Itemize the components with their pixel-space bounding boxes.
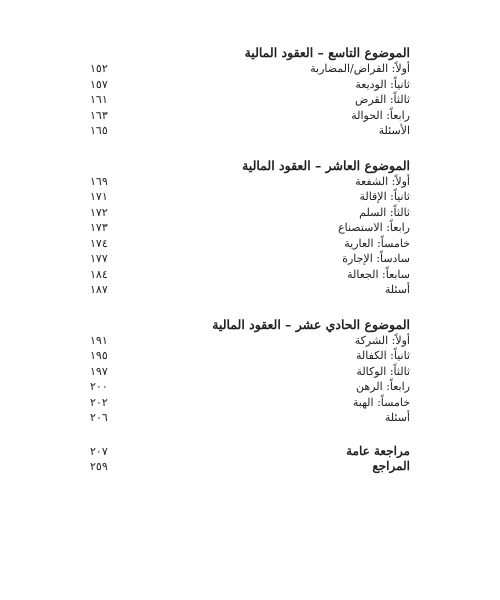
entry-page-number: ١٧٧ [90, 252, 108, 265]
entry-page-number: ٢٥٩ [90, 460, 108, 473]
entry-page-number: ١٩٧ [90, 364, 108, 378]
toc-entry [88, 205, 410, 221]
entry-page-number: ١٦٣ [90, 108, 108, 122]
toc-entry [88, 123, 410, 139]
entry-title: رابعاً: الرهن [356, 380, 410, 393]
entry-title: مراجعة عامة [346, 443, 410, 458]
toc-entry [88, 282, 410, 298]
entry-title: ثانياً: الإقالة [359, 190, 410, 203]
entry-title: ثانياً: الوديعة [355, 77, 410, 91]
entry-page-number: ١٦٥ [90, 124, 108, 137]
entry-page-number: ١٩٥ [90, 349, 108, 362]
entry-title: سابعاً: الجعالة [347, 267, 410, 281]
section-heading: الموضوع التاسع – العقود المالية [244, 45, 410, 60]
toc-entry [88, 189, 410, 205]
entry-page-number: ٢٠٠ [90, 380, 108, 393]
toc-section-10 [88, 157, 410, 298]
toc-entry [88, 395, 410, 411]
toc-entry [88, 333, 410, 349]
section-heading: الموضوع الحادي عشر – العقود المالية [212, 316, 410, 332]
entry-title: أولاً: الشفعة [355, 174, 410, 188]
entry-title: أسئلة [384, 411, 410, 424]
toc-entry [88, 236, 410, 252]
entry-title: ثانياً: الكفالة [356, 349, 410, 362]
entry-title: أولاً: القراض/المضاربة [310, 62, 410, 75]
entry-title: ثالثاً: السلم [359, 205, 410, 219]
entry-page-number: ١٧٢ [90, 205, 108, 219]
entry-title: رابعاً: الاستصناع [338, 221, 410, 234]
entry-page-number: ١٨٧ [90, 283, 108, 296]
entry-page-number: ٢٠٧ [90, 444, 108, 458]
entry-page-number: ١٦٩ [90, 174, 108, 188]
toc-entry [88, 444, 410, 460]
entry-title: خامساً: الهبة [352, 395, 410, 409]
toc-entry [88, 348, 410, 364]
toc-section-9 [88, 44, 410, 139]
entry-page-number: ١٧٤ [90, 236, 108, 250]
entry-page-number: ١٧١ [90, 190, 108, 203]
entry-page-number: ١٩١ [90, 333, 108, 347]
toc-final-entries [88, 444, 410, 475]
toc-entry [88, 251, 410, 267]
toc-entry [88, 77, 410, 93]
section-heading: الموضوع العاشر – العقود المالية [242, 157, 410, 173]
toc-section-11 [88, 316, 410, 426]
entry-page-number: ١٥٢ [90, 62, 108, 75]
entry-title: أسئلة [384, 283, 410, 296]
entry-title: أولاً: الشركة [354, 333, 410, 347]
entry-page-number: ٢٠٢ [90, 395, 108, 409]
entry-page-number: ٢٠٦ [90, 411, 108, 424]
toc-entry [88, 92, 410, 108]
toc-entry [88, 61, 410, 77]
entry-title: المراجع [372, 459, 410, 473]
toc-entry [88, 364, 410, 380]
toc-entry [88, 220, 410, 236]
entry-title: سادساً: الإجارة [342, 252, 410, 265]
toc-entry [88, 379, 410, 395]
toc-entry [88, 108, 410, 124]
entry-title: رابعاً: الحوالة [351, 108, 410, 122]
toc-entry [88, 410, 410, 426]
entry-page-number: ١٦١ [90, 93, 108, 106]
toc-entry [88, 174, 410, 190]
entry-title: ثالثاً: القرض [355, 93, 410, 106]
entry-page-number: ١٥٧ [90, 77, 108, 91]
entry-page-number: ١٨٤ [90, 267, 108, 281]
table-of-contents [88, 44, 410, 493]
entry-title: ثالثاً: الوكالة [356, 364, 410, 378]
entry-title: الأسئلة [378, 124, 410, 137]
toc-entry [88, 267, 410, 283]
toc-entry [88, 459, 410, 475]
entry-title: خامساً: العارية [344, 236, 410, 250]
entry-page-number: ١٧٣ [90, 221, 108, 234]
